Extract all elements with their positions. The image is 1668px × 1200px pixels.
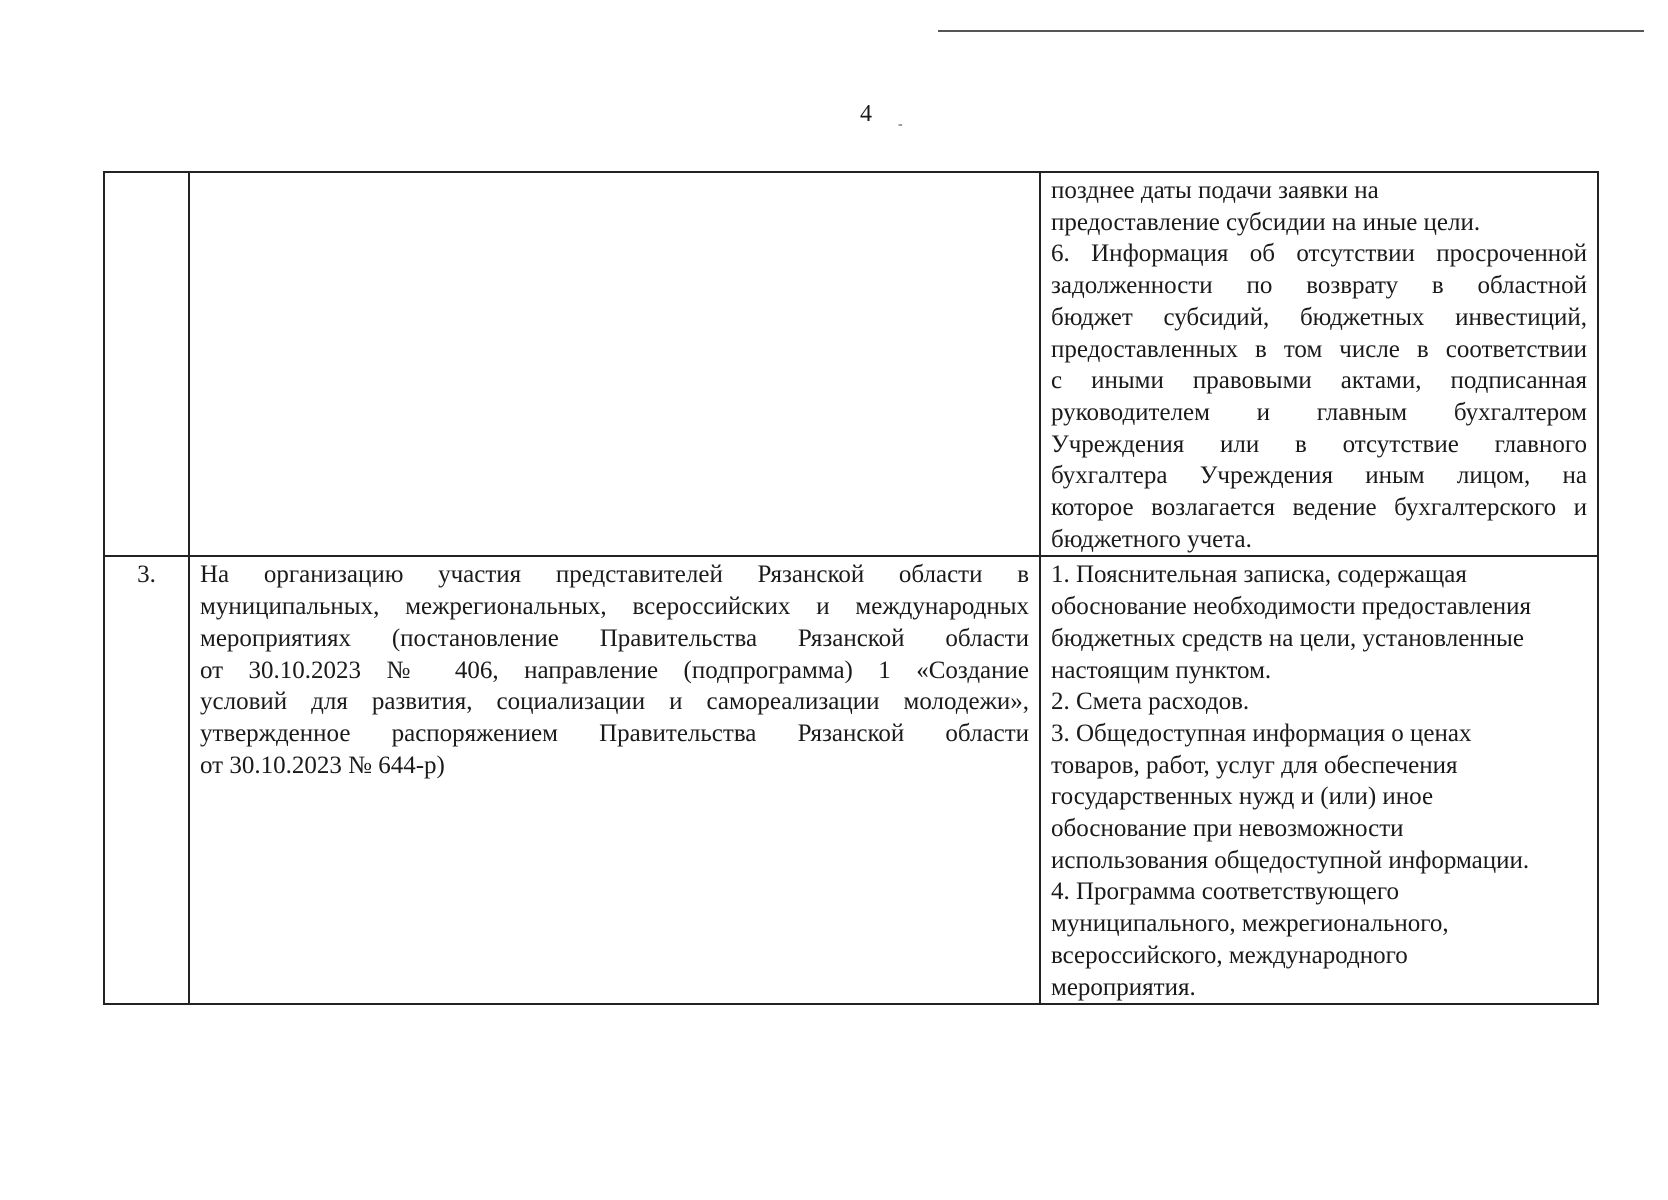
row-number-cell [104, 172, 189, 556]
text-line: бюджетного учета. [1051, 525, 1252, 553]
text-line: использования общедоступной информации. [1051, 846, 1530, 874]
text-line: мероприятиях (постановление Правительства Рязанской области [200, 624, 1029, 652]
text-line: муниципальных, межрегиональных, всероссийских и международных [200, 593, 1029, 621]
text-line: 3. Общедоступная информация о ценах [1051, 719, 1472, 747]
table-row [104, 172, 1598, 556]
text-line: предоставленных в том числе в соответствии [1051, 335, 1587, 363]
text-line: условий для развития, социализации и самореализации молодежи», [200, 688, 1029, 716]
text-line: 1. Пояснительная записка, содержащая [1051, 561, 1467, 589]
text-line: товаров, работ, услуг для обеспечения [1051, 751, 1458, 779]
text-line: от 30.10.2023 № 406, направление (подпрограмма) 1 «Создание [200, 656, 1029, 684]
text-line: государственных нужд и (или) иное [1051, 783, 1434, 811]
text-line: бюджетных средств на цели, установленные [1051, 624, 1524, 652]
text-line: мероприятия. [1051, 973, 1196, 1001]
text-line: утвержденное распоряжением Правительства Рязанской области [200, 719, 1029, 747]
table-row [104, 556, 1598, 1004]
subsidy-direction-cell [189, 172, 1040, 556]
text-line: от 30.10.2023 № 644-р) [200, 751, 445, 779]
text-line: 6. Информация об отсутствии просроченной [1051, 240, 1587, 268]
text-line: На организацию участия представителей Рязанской области в [200, 561, 1029, 589]
subsidy-documents-table [103, 171, 1599, 1005]
text-line: которое возлагается ведение бухгалтерского и [1051, 494, 1587, 522]
text-line: 4. Программа соответствующего [1051, 878, 1400, 906]
text-line: предоставление субсидии на иные цели. [1051, 208, 1481, 236]
text-line: руководителем и главным бухгалтером [1051, 398, 1587, 426]
required-documents-cell [1040, 172, 1598, 556]
text-line: Учреждения или в отсутствие главного [1051, 430, 1587, 458]
page-number-mark: - [898, 117, 903, 132]
page-number: 4 [860, 101, 872, 127]
text-line: настоящим пунктом. [1051, 656, 1272, 684]
text-line: обоснование при невозможности [1051, 815, 1404, 843]
text-line: с иными правовыми актами, подписанная [1051, 367, 1587, 395]
text-line: всероссийского, международного [1051, 941, 1408, 969]
text-line: позднее даты подачи заявки на [1051, 177, 1379, 204]
header-rule [938, 30, 1644, 32]
text-line: муниципального, межрегионального, [1051, 910, 1449, 938]
subsidy-direction-cell [189, 556, 1040, 1004]
text-line: 2. Смета расходов. [1051, 688, 1250, 716]
text-line: задолженности по возврату в областной [1051, 272, 1587, 300]
text-line: бюджет субсидий, бюджетных инвестиций, [1051, 303, 1587, 331]
text-line: бухгалтера Учреждения иным лицом, на [1051, 462, 1587, 490]
required-documents-cell [1040, 556, 1598, 1004]
text-line: обоснование необходимости предоставления [1051, 593, 1531, 621]
row-number-cell: 3. [104, 556, 189, 1004]
